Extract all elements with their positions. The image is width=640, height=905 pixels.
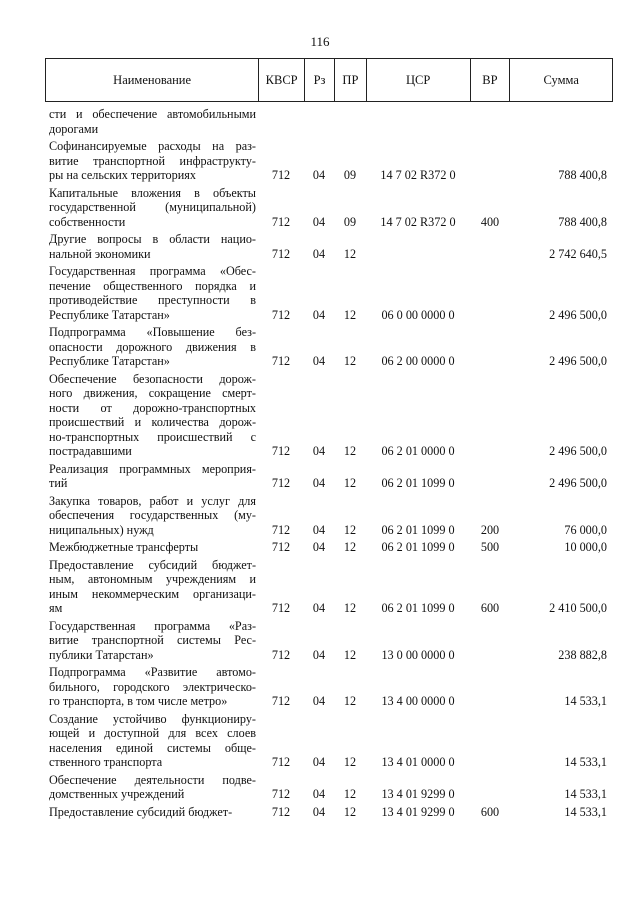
row-name [45,186,258,230]
row-name-line: Обеспечение деятельности подве- [49,772,256,787]
row-sum: 14 533,1 [564,694,607,708]
row-pr: 12 [343,476,357,490]
row-kvsr: 712 [271,694,291,708]
row-pr: 09 [343,168,357,182]
row-name [45,773,258,802]
row-kvsr: 712 [271,522,291,537]
row-name-line: ям [49,601,63,615]
row-kvsr: 712 [271,647,291,662]
row-vr: 500 [480,540,500,554]
row-kvsr: 712 [271,214,291,229]
row-rz: 04 [312,540,326,554]
row-name [45,540,258,555]
row-kvsr: 712 [271,476,291,490]
row-vr: 200 [480,522,500,537]
row-csr: 13 0 00 0000 0 [381,647,455,662]
row-name-line: Государственная программа «Раз- [49,618,256,633]
row-name-line: публики Татарстан» [49,647,154,662]
table-row [45,325,613,369]
row-name-line: дорогами [49,121,99,136]
header-sum: Сумма [509,59,612,101]
row-sum: 2 496 500,0 [549,444,607,458]
row-name-line: населения единой системы обще- [49,740,256,755]
row-name [45,494,258,538]
row-name-line: тий [49,476,68,490]
row-name-line: го транспорта, в том числе метро» [49,694,228,708]
table-row [45,186,613,230]
row-kvsr: 712 [271,601,291,615]
row-name-line: собственности [49,214,126,229]
row-name-line: Подпрограмма «Повышение без- [49,325,256,339]
table-row [45,264,613,322]
row-csr: 14 7 02 R372 0 [380,168,456,182]
row-csr: 06 2 01 0000 0 [381,444,455,458]
row-name-line: Предоставление субсидий бюджет- [49,557,256,572]
row-rz: 04 [312,307,326,322]
row-kvsr: 712 [271,804,291,819]
row-name-line: Реализация программных мероприя- [49,461,256,476]
row-name-line: ющей и доступной для всех слоев [49,726,256,740]
row-vr: 600 [480,601,500,615]
table-row [45,107,613,136]
row-pr: 12 [343,354,357,368]
header-pr: ПР [334,59,366,101]
row-name-line: Софинансируемые расходы на раз- [49,139,256,153]
row-pr: 12 [343,444,357,458]
row-csr: 06 2 01 1099 0 [381,522,455,537]
row-rz: 04 [312,522,326,537]
table-row [45,773,613,802]
table-row [45,712,613,770]
row-kvsr: 712 [271,354,291,368]
row-name-line: Обеспечение безопасности дорож- [49,371,256,386]
table-row [45,139,613,183]
row-pr: 12 [343,694,357,708]
row-rz: 04 [312,168,326,182]
row-name [45,619,258,663]
row-name-line: витие транспортной системы Рес- [49,633,256,647]
row-rz: 04 [312,601,326,615]
row-name [45,232,258,261]
row-kvsr: 712 [271,246,291,261]
row-name-line: ным, автономным учреждениям и [49,572,256,586]
page-number: 116 [310,34,330,49]
row-name-line: иным некоммерческим организаци- [49,586,256,601]
row-name-line: ниципальных) нужд [49,522,154,537]
row-kvsr: 712 [271,307,291,322]
table-row [45,462,613,491]
table-body [45,107,613,822]
row-pr: 12 [343,307,357,322]
row-sum: 2 496 500,0 [549,307,607,322]
header-csr: ЦСР [366,59,470,101]
row-sum: 10 000,0 [564,540,607,554]
row-name-line: Другие вопросы в области нацио- [49,232,256,246]
row-rz: 04 [312,804,326,819]
row-name-line: ственного транспорта [49,755,163,769]
row-name-line: государственной (муниципальной) [49,200,256,214]
row-name-line: бильного, городского электрическо- [49,679,256,694]
row-pr: 12 [343,246,357,261]
row-name [45,712,258,770]
row-kvsr: 712 [271,540,291,554]
row-sum: 2 742 640,5 [549,246,607,261]
row-name [45,325,258,369]
table-row [45,558,613,616]
row-csr: 06 2 00 0000 0 [381,354,455,368]
row-pr: 12 [343,601,357,615]
table-row [45,232,613,261]
row-name-line: сти и обеспечение автомобильными [49,107,256,121]
row-name-line: Подпрограмма «Развитие автомо- [49,665,256,679]
row-csr: 06 2 01 1099 0 [381,540,455,554]
row-csr: 06 0 00 0000 0 [381,307,455,322]
row-name-line: домственных учреждений [49,787,185,801]
header-rz: Рз [304,59,334,101]
table-row [45,372,613,459]
header-vr: ВР [470,59,510,101]
row-rz: 04 [312,647,326,662]
row-rz: 04 [312,694,326,708]
row-rz: 04 [312,354,326,368]
row-name [45,372,258,459]
row-csr: 13 4 01 9299 0 [381,787,455,801]
row-csr: 13 4 01 0000 0 [381,755,455,769]
row-csr: 06 2 01 1099 0 [381,601,455,615]
row-name-line: ного движения, сокращение смерт- [49,386,256,400]
row-name-line: нальной экономики [49,246,151,261]
row-name-line: ры на сельских территориях [49,168,196,182]
row-kvsr: 712 [271,444,291,458]
row-name-line: но-транспортных происшествий с [49,429,256,444]
row-name [45,139,258,183]
row-rz: 04 [312,787,326,801]
row-name-line: обеспечения государственных (му- [49,508,256,522]
row-pr: 12 [343,804,357,819]
row-name [45,558,258,616]
row-name-line: Предоставление субсидий бюджет- [49,804,233,819]
row-sum: 788 400,8 [558,214,607,229]
row-name-line: пострадавшими [49,444,132,458]
row-name-line: печение общественного порядка и [49,278,256,293]
row-rz: 04 [312,214,326,229]
row-name [45,462,258,491]
row-csr: 13 4 00 0000 0 [381,694,455,708]
table-row [45,805,613,820]
table-row [45,665,613,709]
row-pr: 12 [343,787,357,801]
row-name-line: Капитальные вложения в объекты [49,185,256,200]
row-rz: 04 [312,444,326,458]
row-rz: 04 [312,246,326,261]
row-pr: 09 [343,214,357,229]
row-pr: 12 [343,755,357,769]
row-pr: 12 [343,522,357,537]
row-name-line: Межбюджетные трансферты [49,540,199,554]
row-csr: 06 2 01 1099 0 [381,476,455,490]
row-sum: 14 533,1 [564,804,607,819]
row-name-line: Государственная программа «Обес- [49,264,256,278]
row-vr: 600 [480,804,500,819]
row-name [45,665,258,709]
table-row [45,619,613,663]
table-header [45,58,613,102]
row-name-line: Республике Татарстан» [49,307,170,322]
row-sum: 2 496 500,0 [549,354,607,368]
row-sum: 238 882,8 [558,647,607,662]
row-csr: 13 4 01 9299 0 [381,804,455,819]
row-name [45,264,258,322]
row-sum: 2 496 500,0 [549,476,607,490]
row-kvsr: 712 [271,755,291,769]
row-name-line: опасности дорожного движения в [49,339,256,354]
table-row [45,494,613,538]
row-name [45,805,258,820]
row-sum: 2 410 500,0 [549,601,607,615]
row-name-line: Закупка товаров, работ и услуг для [49,493,256,508]
row-name-line: витие транспортной инфраструкту- [49,153,256,168]
row-sum: 788 400,8 [558,168,607,182]
row-kvsr: 712 [271,168,291,182]
table-row [45,540,613,555]
row-pr: 12 [343,647,357,662]
row-sum: 14 533,1 [564,787,607,801]
header-kvsr: КВСР [258,59,304,101]
row-name [45,107,258,136]
header-name: Наименование [113,72,192,87]
row-rz: 04 [312,755,326,769]
row-name-line: происшествий и количества дорож- [49,415,256,429]
row-name-line: Республике Татарстан» [49,354,170,368]
row-rz: 04 [312,476,326,490]
row-name-line: Создание устойчиво функциониру- [49,711,256,726]
row-sum: 76 000,0 [564,522,607,537]
row-pr: 12 [343,540,357,554]
row-csr: 14 7 02 R372 0 [380,214,456,229]
row-name-line: ности от дорожно-транспортных [49,400,256,415]
row-kvsr: 712 [271,787,291,801]
row-sum: 14 533,1 [564,755,607,769]
row-name-line: противодействие преступности в [49,293,256,307]
row-vr: 400 [480,214,500,229]
